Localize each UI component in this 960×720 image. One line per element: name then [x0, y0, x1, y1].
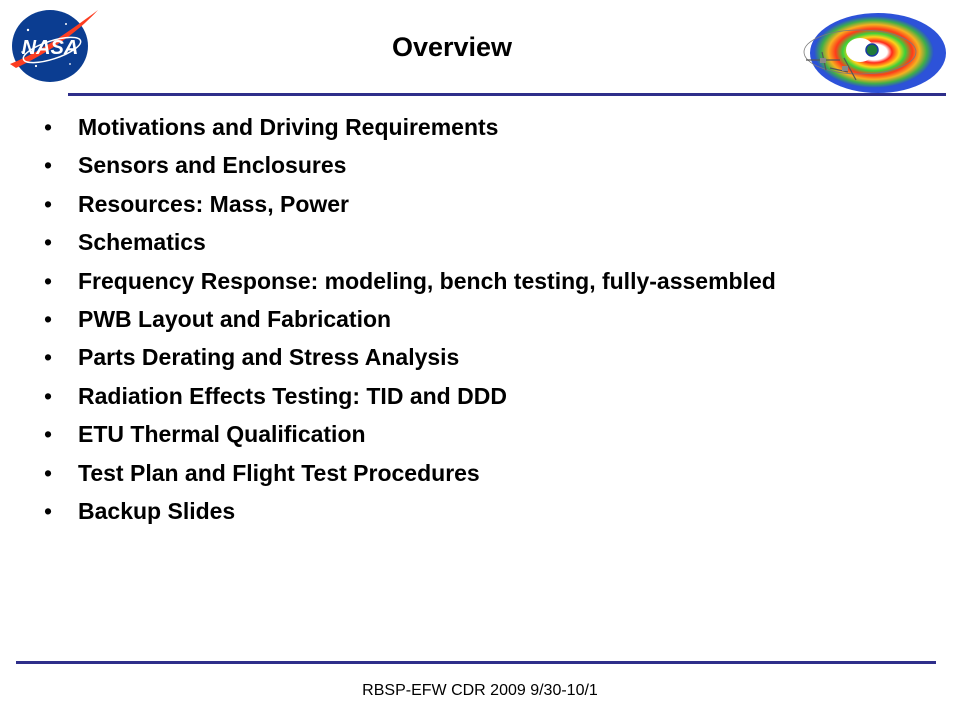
- bullet-item: [44, 147, 776, 185]
- bullet-text: Test Plan and Flight Test Procedures: [78, 459, 480, 486]
- title-divider: [68, 93, 946, 96]
- bullet-item: [44, 224, 776, 262]
- bullet-dot-icon: •: [44, 267, 53, 294]
- bullet-text: Schematics: [78, 229, 206, 256]
- bullet-text: Sensors and Enclosures: [78, 152, 347, 179]
- bullet-dot-icon: •: [44, 114, 53, 140]
- bullet-dot-icon: •: [44, 382, 53, 409]
- bullet-dot-icon: •: [44, 344, 53, 371]
- bullet-dot-icon: •: [44, 497, 53, 524]
- slide-title: Overview: [391, 32, 513, 62]
- bullet-text: Radiation Effects Testing: TID and DDD: [78, 382, 507, 409]
- bullet-text: PWB Layout and Fabrication: [78, 305, 392, 332]
- bullet-text: ETU Thermal Qualification: [78, 421, 366, 448]
- bullet-dot-icon: •: [44, 459, 53, 486]
- bullet-item: [44, 455, 776, 493]
- bullet-text: Frequency Response: modeling, bench testing, fully-assembled: [78, 267, 776, 294]
- bullet-item: [44, 263, 776, 301]
- bullet-item: [44, 378, 776, 416]
- bullet-dot-icon: •: [44, 152, 53, 179]
- bullet-text: Motivations and Driving Requirements: [78, 114, 499, 140]
- bullet-dot-icon: •: [44, 229, 53, 256]
- footer-divider: [16, 661, 936, 664]
- bullet-dot-icon: •: [44, 305, 53, 332]
- bullet-text: Parts Derating and Stress Analysis: [78, 344, 460, 371]
- bullet-item: [44, 109, 776, 147]
- svg-text:NASA: NASA: [21, 37, 79, 59]
- bullet-text: Backup Slides: [78, 497, 236, 524]
- bullet-item: [44, 493, 776, 531]
- bullet-item: [44, 339, 776, 377]
- bullet-dot-icon: •: [44, 421, 53, 448]
- footer-text: RBSP-EFW CDR 2009 9/30-10/1: [362, 682, 598, 699]
- bullet-item: [44, 416, 776, 454]
- overview-bullet-list: [44, 109, 776, 531]
- bullet-dot-icon: •: [44, 190, 53, 217]
- bullet-text: Resources: Mass, Power: [78, 190, 350, 217]
- bullet-item: [44, 301, 776, 339]
- bullet-item: [44, 186, 776, 224]
